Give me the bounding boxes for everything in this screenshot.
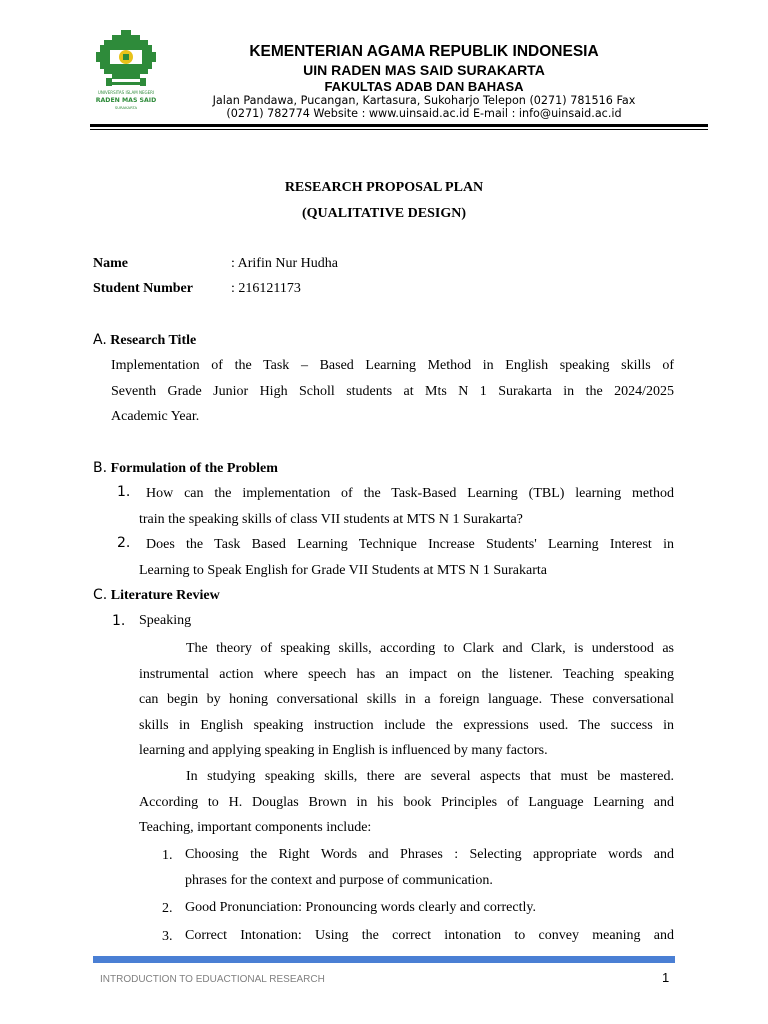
speaking-paragraph-1 <box>139 636 674 764</box>
component-line: Choosing the Right Words and Phrases : Selecting appropriate words and <box>185 847 674 862</box>
problem-item-line: train the speaking skills of class VII students at MTS N 1 Surakarta? <box>139 511 523 527</box>
subsection-number: 1. <box>112 613 126 629</box>
problem-item-number: 1. <box>117 484 131 500</box>
component-line: phrases for the context and purpose of communication. <box>185 872 493 888</box>
letterhead-ministry: KEMENTERIAN AGAMA REPUBLIK INDONESIA <box>249 43 599 60</box>
research-title-line: Seventh Grade Junior High Scholl students at Mts N 1 Surakarta in the 2024/2025 <box>111 383 674 399</box>
speaking-paragraph-2 <box>139 764 674 841</box>
problem-item <box>139 532 674 583</box>
section-c-letter: C. <box>93 587 108 603</box>
letterhead-university: UIN RADEN MAS SAID SURAKARTA <box>303 62 545 78</box>
component-number: 3. <box>162 929 173 944</box>
research-title-line: Academic Year. <box>111 409 200 424</box>
footer-text: INTRODUCTION TO EDUACTIONAL RESEARCH <box>100 974 325 985</box>
paragraph-line: learning and applying speaking in English is influenced by many factors. <box>139 743 548 758</box>
section-b-title: Formulation of the Problem <box>110 461 278 476</box>
letterhead-address-line2: (0271) 782774 Website : www.uinsaid.ac.id E-mail : info@uinsaid.ac.id <box>226 107 622 120</box>
paragraph-line: Teaching, important components include: <box>139 820 372 835</box>
section-c-title: Literature Review <box>110 588 220 603</box>
section-b-heading <box>93 460 278 477</box>
component-number: 2. <box>162 901 173 916</box>
component-line: Good Pronunciation: Pronouncing words clearly and correctly. <box>185 900 536 915</box>
letterhead-faculty: FAKULTAS ADAB DAN BAHASA <box>324 79 524 94</box>
problem-item-line: Learning to Speak English for Grade VII Students at MTS N 1 Surakarta <box>139 562 547 578</box>
problem-item-line: How can the implementation of the Task-Based Learning (TBL) learning method <box>146 486 674 501</box>
research-title-line: Implementation of the Task – Based Learning Method in English speaking skills of <box>111 358 674 373</box>
student-number-label: Student Number <box>93 281 193 296</box>
problem-item-line: Does the Task Based Learning Technique Increase Students' Learning Interest in <box>146 537 674 552</box>
subsection-title-speaking: Speaking <box>139 613 192 628</box>
component-item <box>185 842 674 893</box>
name-label: Name <box>93 256 128 271</box>
paragraph-line: The theory of speaking skills, according to Clark and Clark, is understood as <box>186 641 674 656</box>
logo-text-2: RADEN MAS SAID <box>95 97 157 104</box>
paragraph-line: can begin by honing conversational skills in a foreign language. These conversational <box>139 692 674 707</box>
section-a-title: Research Title <box>110 333 197 348</box>
paragraph-line: In studying speaking skills, there are several aspects that must be mastered. <box>186 769 674 784</box>
component-line: Correct Intonation: Using the correct intonation to convey meaning and <box>185 928 674 943</box>
problem-item <box>139 481 674 532</box>
problem-item-number: 2. <box>117 535 131 551</box>
document-subtitle: (QUALITATIVE DESIGN) <box>301 206 466 221</box>
logo-text-1: UNIVERSITAS ISLAM NEGERI <box>97 90 155 95</box>
component-item <box>185 923 674 949</box>
section-a-heading <box>93 332 196 349</box>
student-number-value: : 216121173 <box>231 281 301 296</box>
name-value: : Arifin Nur Hudha <box>231 256 338 271</box>
section-b-letter: B. <box>93 460 108 476</box>
research-title-paragraph <box>111 353 674 430</box>
paragraph-line: skills in English speaking instruction include the expressions used. The success in <box>139 717 674 733</box>
component-number: 1. <box>162 848 173 863</box>
letterhead-rule-thick <box>90 124 708 127</box>
footer-bar <box>93 956 675 963</box>
university-logo <box>90 30 162 112</box>
section-c-heading <box>93 587 220 604</box>
letterhead-address-line1: Jalan Pandawa, Pucangan, Kartasura, Sukoharjo Telepon (0271) 781516 Fax <box>212 94 636 107</box>
section-a-letter: A. <box>93 332 107 348</box>
document-title: RESEARCH PROPOSAL PLAN <box>284 180 484 195</box>
page-number: 1 <box>662 970 670 985</box>
paragraph-line: instrumental action where speech has an impact on the listener. Teaching speaking <box>139 666 674 682</box>
letterhead-rule-thin <box>90 129 708 130</box>
logo-text-3: SURAKARTA <box>114 105 138 110</box>
paragraph-line: According to H. Douglas Brown in his book Principles of Language Learning and <box>139 794 674 810</box>
component-item <box>185 895 674 921</box>
